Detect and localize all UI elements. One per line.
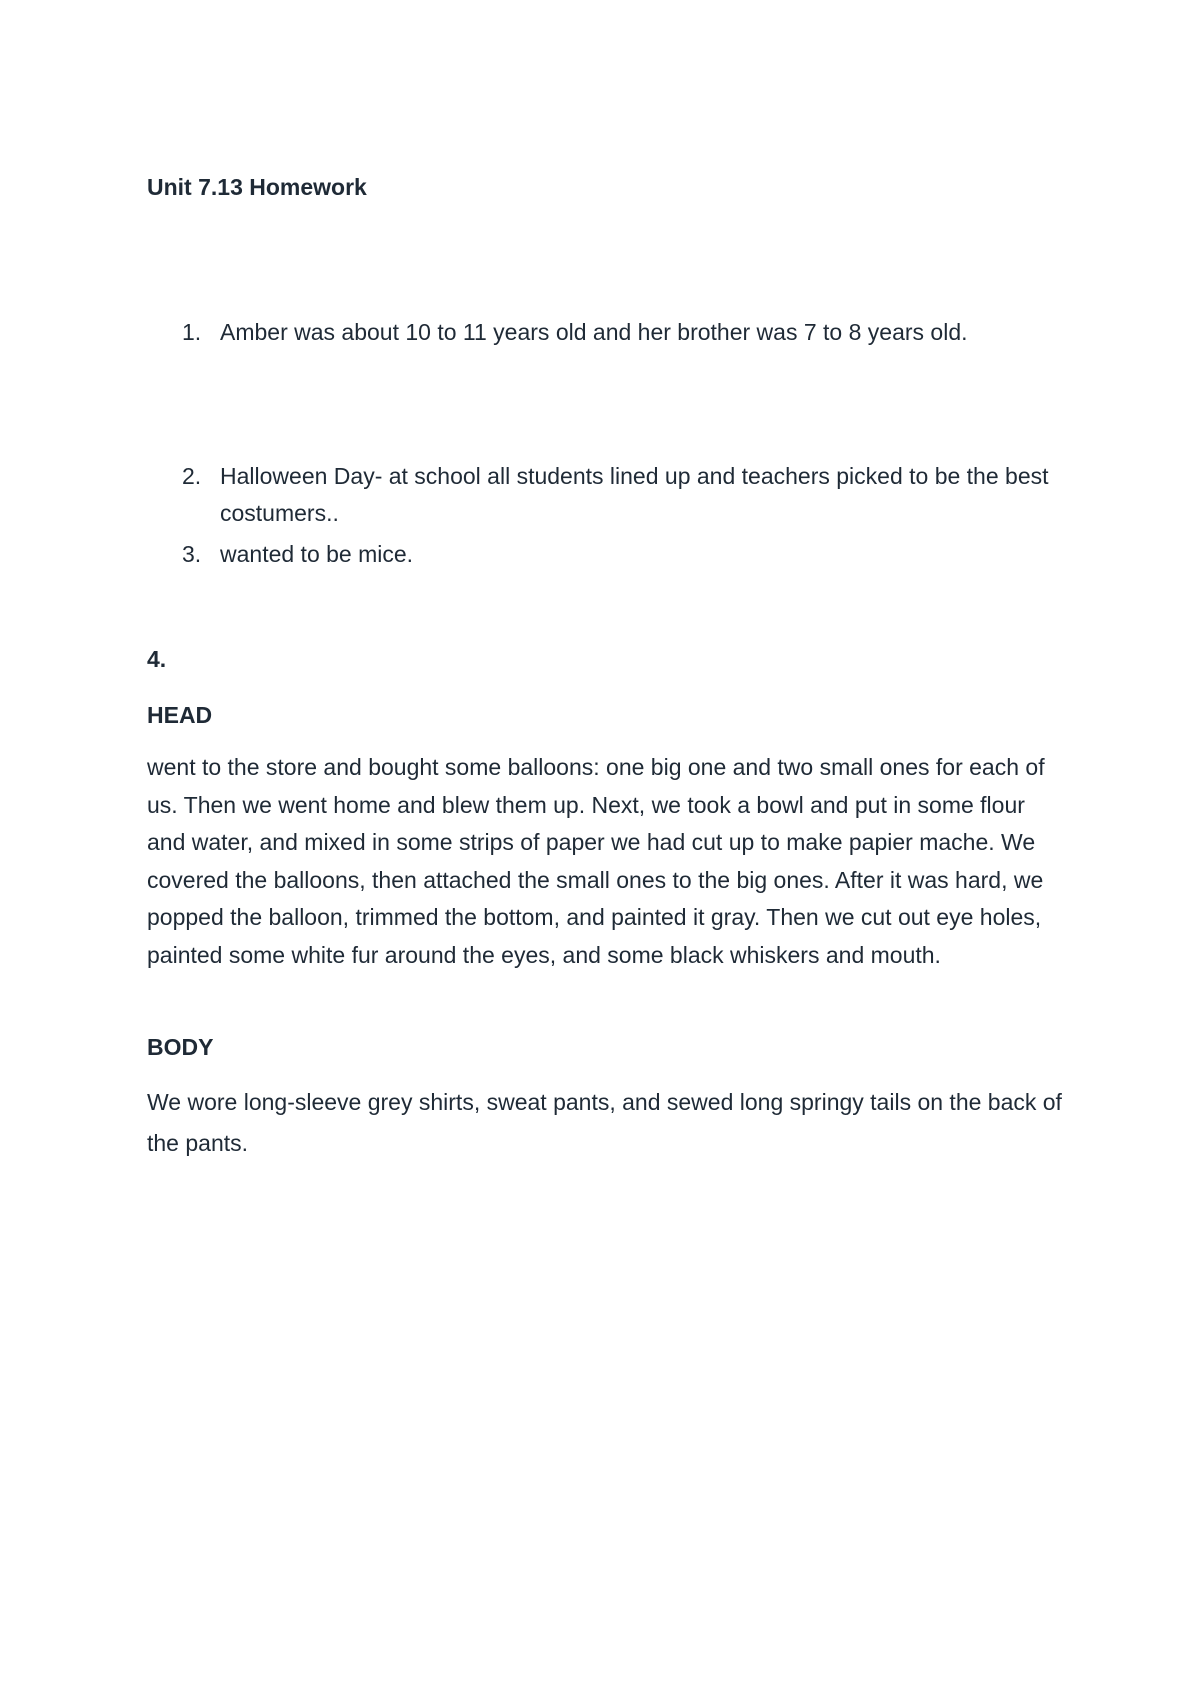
answer-text: Halloween Day- at school all students lined up and teachers picked to be the best costumers.. — [220, 463, 1049, 526]
body-paragraph: We wore long-sleeve grey shirts, sweat pants, and sewed long springy tails on the back of the pants. — [147, 1089, 1062, 1156]
head-paragraph: went to the store and bought some balloons: one big one and two small ones for each of us. Then we went home and blew them up. Next, we took a bowl and put in some flour and water, and mixed in some strips of paper we had cut up to make papier mache. We covered the balloons, then attached the small ones to the big ones. After it was hard, we popped the balloon, trimmed the bottom, and painted it gray. Then we cut out eye holes, painted some white fur around the eyes, and some black whiskers and mouth. — [147, 754, 1045, 968]
answer-item-2 — [147, 458, 1067, 538]
question-4-number: 4. — [147, 646, 167, 672]
answer-number: 3. — [182, 541, 202, 567]
answer-text: Amber was about 10 to 11 years old and her brother was 7 to 8 years old. — [220, 319, 968, 345]
body-heading: BODY — [147, 1034, 214, 1060]
answer-item-1 — [147, 314, 1067, 394]
answer-number: 2. — [182, 463, 202, 489]
page-title: Unit 7.13 Homework — [147, 174, 367, 200]
answer-item-3 — [147, 536, 1067, 576]
answer-text: wanted to be mice. — [220, 541, 414, 567]
head-heading: HEAD — [147, 702, 213, 728]
answer-number: 1. — [182, 319, 202, 345]
